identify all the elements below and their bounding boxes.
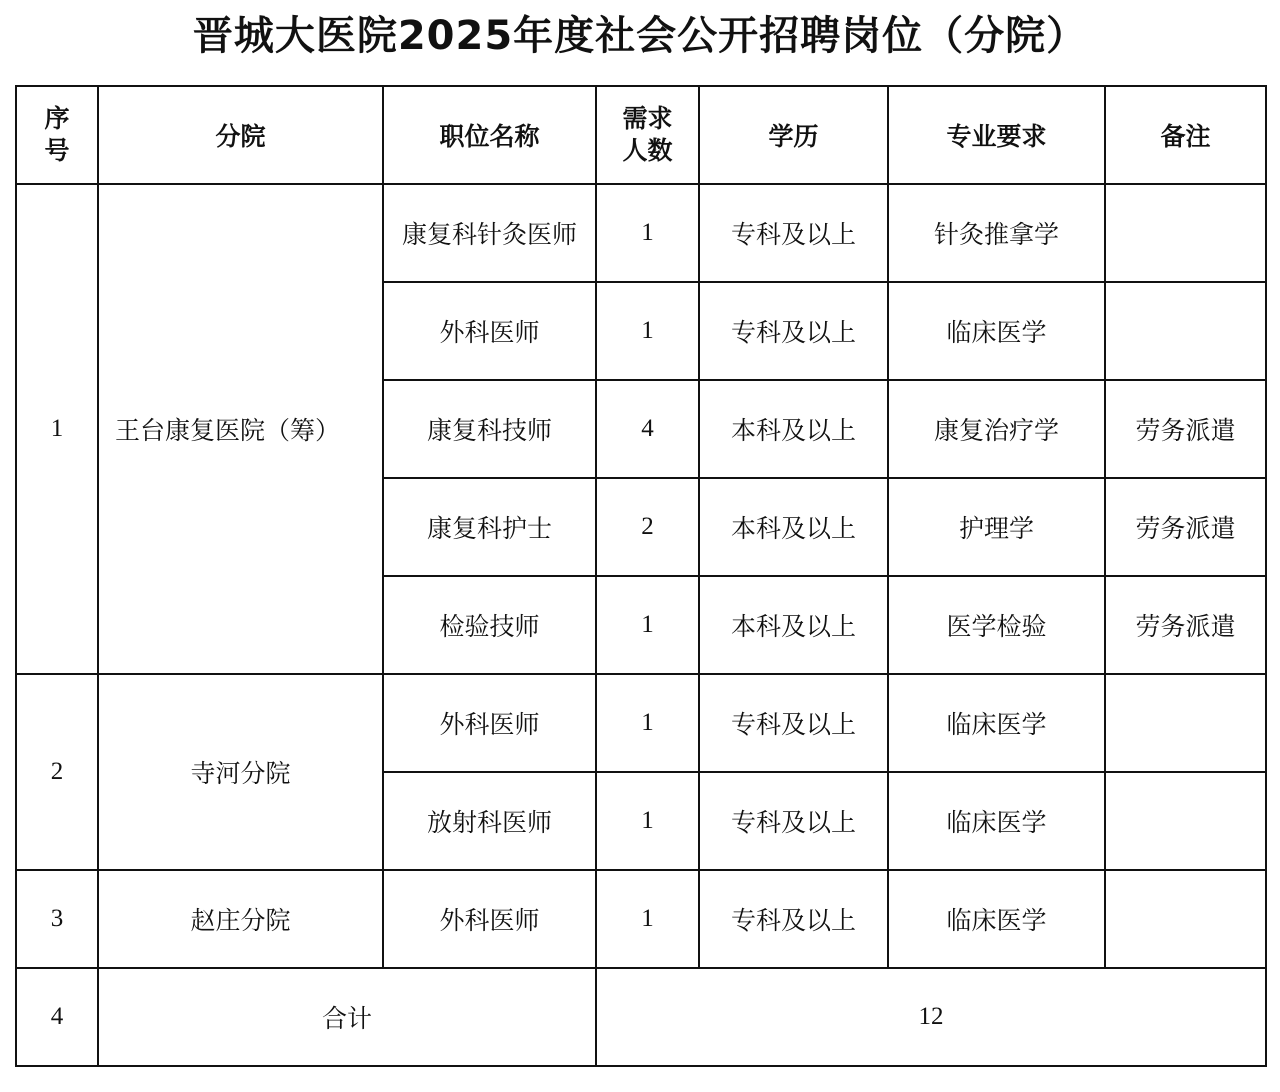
total-value-cell: 12 — [596, 968, 1266, 1066]
header-count-line1: 需求 — [622, 104, 673, 133]
total-label-cell: 合计 — [98, 968, 596, 1066]
total-row — [16, 968, 1266, 1066]
remark-cell — [1105, 184, 1266, 282]
branch-cell: 寺河分院 — [98, 674, 383, 870]
major-cell: 临床医学 — [888, 674, 1105, 772]
count-cell: 1 — [596, 870, 699, 968]
header-seq-line2: 号 — [44, 136, 70, 165]
count-cell: 1 — [596, 674, 699, 772]
position-cell: 放射科医师 — [383, 772, 596, 870]
count-cell: 1 — [596, 282, 699, 380]
header-remark: 备注 — [1105, 86, 1266, 184]
remark-cell — [1105, 870, 1266, 968]
education-cell: 本科及以上 — [699, 380, 888, 478]
page-title: 晋城大医院2025年度社会公开招聘岗位（分院） — [192, 13, 1088, 59]
position-cell: 外科医师 — [383, 282, 596, 380]
branch-cell: 赵庄分院 — [98, 870, 383, 968]
position-cell: 康复科针灸医师 — [383, 184, 596, 282]
header-seq-line1: 序 — [44, 104, 70, 133]
count-cell: 1 — [596, 576, 699, 674]
count-cell: 4 — [596, 380, 699, 478]
position-cell: 外科医师 — [383, 674, 596, 772]
positions-table — [15, 85, 1267, 1067]
position-cell: 康复科技师 — [383, 380, 596, 478]
header-count-line2: 人数 — [622, 136, 673, 165]
seq-cell: 1 — [16, 184, 98, 674]
branch-cell: 王台康复医院（筹） — [98, 184, 383, 674]
header-branch: 分院 — [98, 86, 383, 184]
education-cell: 本科及以上 — [699, 576, 888, 674]
remark-cell: 劳务派遣 — [1105, 478, 1266, 576]
header-education: 学历 — [699, 86, 888, 184]
major-cell: 临床医学 — [888, 282, 1105, 380]
major-cell: 针灸推拿学 — [888, 184, 1105, 282]
major-cell: 康复治疗学 — [888, 380, 1105, 478]
remark-cell: 劳务派遣 — [1105, 380, 1266, 478]
remark-cell — [1105, 282, 1266, 380]
count-cell: 2 — [596, 478, 699, 576]
education-cell: 专科及以上 — [699, 282, 888, 380]
education-cell: 专科及以上 — [699, 870, 888, 968]
count-cell: 1 — [596, 184, 699, 282]
seq-cell: 3 — [16, 870, 98, 968]
seq-cell: 2 — [16, 674, 98, 870]
header-count — [596, 86, 699, 184]
remark-cell — [1105, 772, 1266, 870]
header-major: 专业要求 — [888, 86, 1105, 184]
header-seq — [16, 86, 98, 184]
major-cell: 临床医学 — [888, 772, 1105, 870]
remark-cell — [1105, 674, 1266, 772]
table-row — [16, 184, 1266, 282]
position-cell: 康复科护士 — [383, 478, 596, 576]
header-position: 职位名称 — [383, 86, 596, 184]
major-cell: 临床医学 — [888, 870, 1105, 968]
count-cell: 1 — [596, 772, 699, 870]
header-row — [16, 86, 1266, 184]
education-cell: 专科及以上 — [699, 772, 888, 870]
remark-cell: 劳务派遣 — [1105, 576, 1266, 674]
table-row — [16, 870, 1266, 968]
position-cell: 外科医师 — [383, 870, 596, 968]
major-cell: 护理学 — [888, 478, 1105, 576]
education-cell: 专科及以上 — [699, 674, 888, 772]
total-seq-cell: 4 — [16, 968, 98, 1066]
major-cell: 医学检验 — [888, 576, 1105, 674]
position-cell: 检验技师 — [383, 576, 596, 674]
education-cell: 本科及以上 — [699, 478, 888, 576]
education-cell: 专科及以上 — [699, 184, 888, 282]
table-row — [16, 674, 1266, 772]
